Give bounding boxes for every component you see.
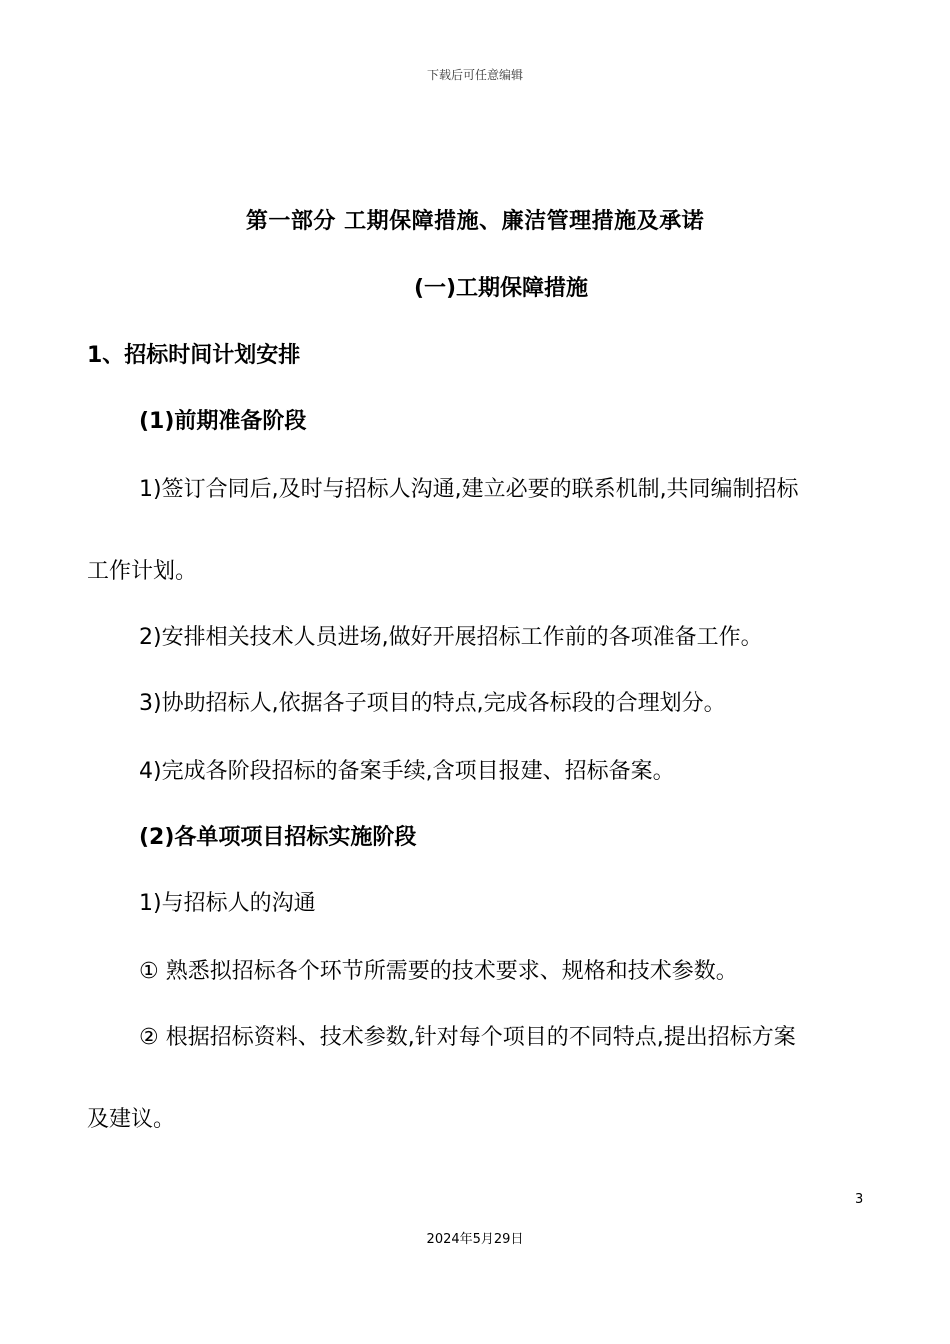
subsection-heading-implementation: (2)各单项项目招标实施阶段 bbox=[139, 825, 417, 850]
paragraph-1-line-1: 1)签订合同后,及时与招标人沟通,建立必要的联系机制,共同编制招标 bbox=[139, 477, 799, 502]
paragraph-1-line-2: 工作计划。 bbox=[87, 559, 198, 584]
paragraph-3: 3)协助招标人,依据各子项目的特点,完成各标段的合理划分。 bbox=[139, 691, 726, 716]
document-subtitle: (一)工期保障措施 bbox=[413, 276, 589, 301]
footer-date: 2024年5月29日 bbox=[426, 1232, 524, 1247]
paragraph-6: ① 熟悉拟招标各个环节所需要的技术要求、规格和技术参数。 bbox=[139, 959, 738, 984]
document-title: 第一部分 工期保障措施、廉洁管理措施及承诺 bbox=[245, 209, 705, 234]
paragraph-7-line-2: 及建议。 bbox=[87, 1107, 176, 1132]
paragraph-7-line-1: ② 根据招标资料、技术参数,针对每个项目的不同特点,提出招标方案 bbox=[139, 1025, 796, 1050]
subsection-heading-preparation: (1)前期准备阶段 bbox=[139, 409, 307, 434]
paragraph-4: 4)完成各阶段招标的备案手续,含项目报建、招标备案。 bbox=[139, 759, 675, 784]
paragraph-2: 2)安排相关技术人员进场,做好开展招标工作前的各项准备工作。 bbox=[139, 625, 763, 650]
header-note: 下载后可任意编辑 bbox=[426, 68, 523, 82]
paragraph-5: 1)与招标人的沟通 bbox=[139, 891, 316, 916]
section-heading: 1、招标时间计划安排 bbox=[87, 343, 301, 368]
page-number: 3 bbox=[855, 1192, 864, 1207]
